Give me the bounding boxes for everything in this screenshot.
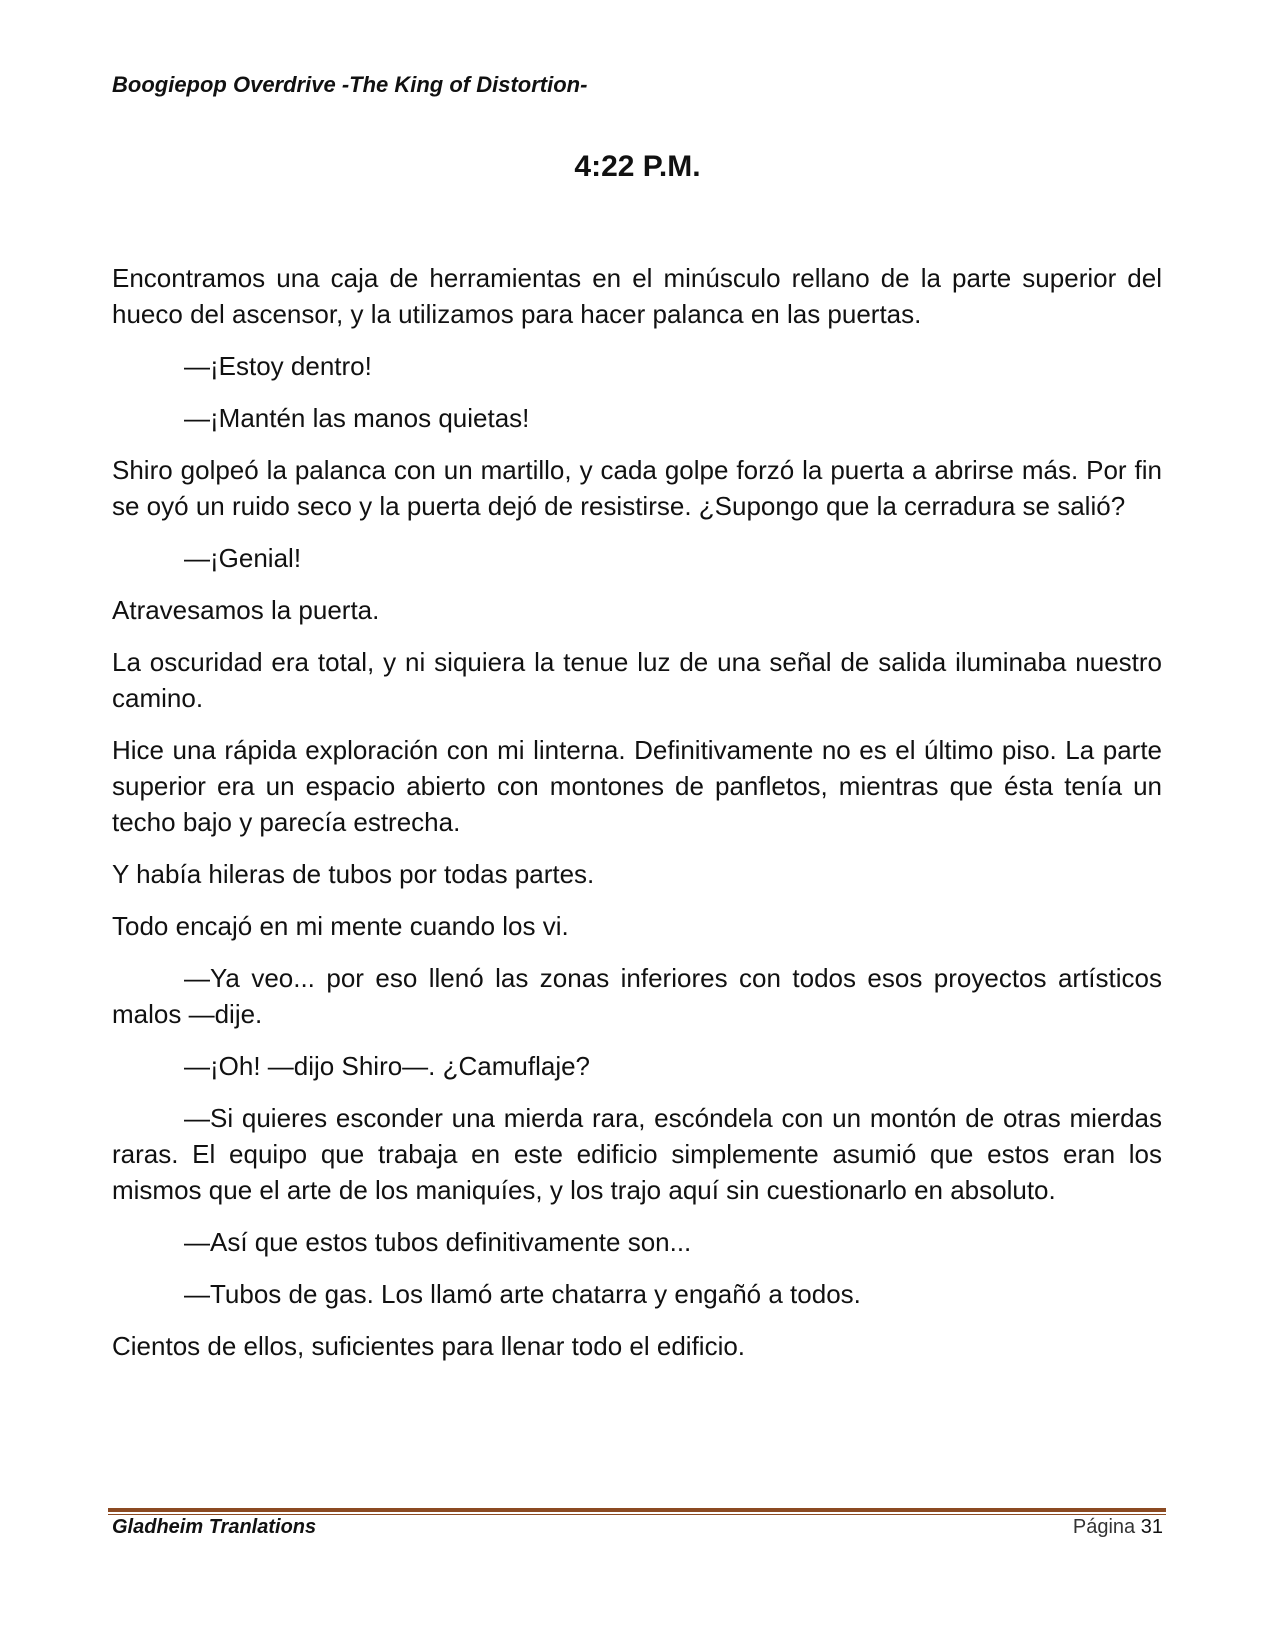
page-number (1073, 1516, 1163, 1539)
paragraph: —Tubos de gas. Los llamó arte chatarra y engañó a todos. (184, 1279, 861, 1309)
paragraph: —Así que estos tubos definitivamente son... (184, 1227, 692, 1257)
paragraph: —¡Oh! —dijo Shiro—. ¿Camuflaje? (184, 1051, 591, 1081)
chapter-heading: 4:22 P.M. (574, 150, 701, 183)
paragraph: —Si quieres esconder una mierda rara, escóndela con un montón de otras mierdas raras. El equipo que trabaja en este edificio simplemente asumió que estos eran los mismos que el arte de los maniquíes, y los trajo aquí sin cuestionarlo en absoluto. (112, 1103, 1162, 1205)
paragraph: Hice una rápida exploración con mi linterna. Definitivamente no es el último piso. La parte superior era un espacio abierto con montones de panfletos, mientras que ésta tenía un techo bajo y parecía estrecha. (112, 735, 1162, 837)
paragraph: Shiro golpeó la palanca con un martillo, y cada golpe forzó la puerta a abrirse más. Por fin se oyó un ruido seco y la puerta dejó de resistirse. ¿Supongo que la cerradura se salió? (112, 455, 1162, 521)
paragraph: Atravesamos la puerta. (112, 595, 380, 625)
paragraph: —Ya veo... por eso llenó las zonas inferiores con todos esos proyectos artísticos malos —dije. (112, 963, 1162, 1029)
footer-credit: Gladheim Tranlations (112, 1516, 317, 1538)
paragraph: Y había hileras de tubos por todas partes. (112, 859, 595, 889)
paragraph: —¡Mantén las manos quietas! (184, 403, 530, 433)
paragraph: Todo encajó en mi mente cuando los vi. (112, 911, 569, 941)
paragraph: Cientos de ellos, suficientes para llenar todo el edificio. (112, 1331, 746, 1361)
paragraph: —¡Estoy dentro! (184, 351, 372, 381)
paragraph: Encontramos una caja de herramientas en el minúsculo rellano de la parte superior del hueco del ascensor, y la utilizamos para hacer palanca en las puertas. (112, 263, 1162, 329)
body-text (112, 260, 1162, 1380)
footer-rule-thick (108, 1508, 1166, 1512)
footer-rule-thin (108, 1514, 1166, 1515)
running-header: Boogiepop Overdrive -The King of Distortion- (112, 72, 588, 97)
paragraph: La oscuridad era total, y ni siquiera la tenue luz de una señal de salida iluminaba nuestro camino. (112, 647, 1162, 713)
page-number-value: 31 (1140, 1516, 1163, 1538)
page-label: Página (1072, 1516, 1136, 1538)
paragraph: —¡Genial! (184, 543, 302, 573)
